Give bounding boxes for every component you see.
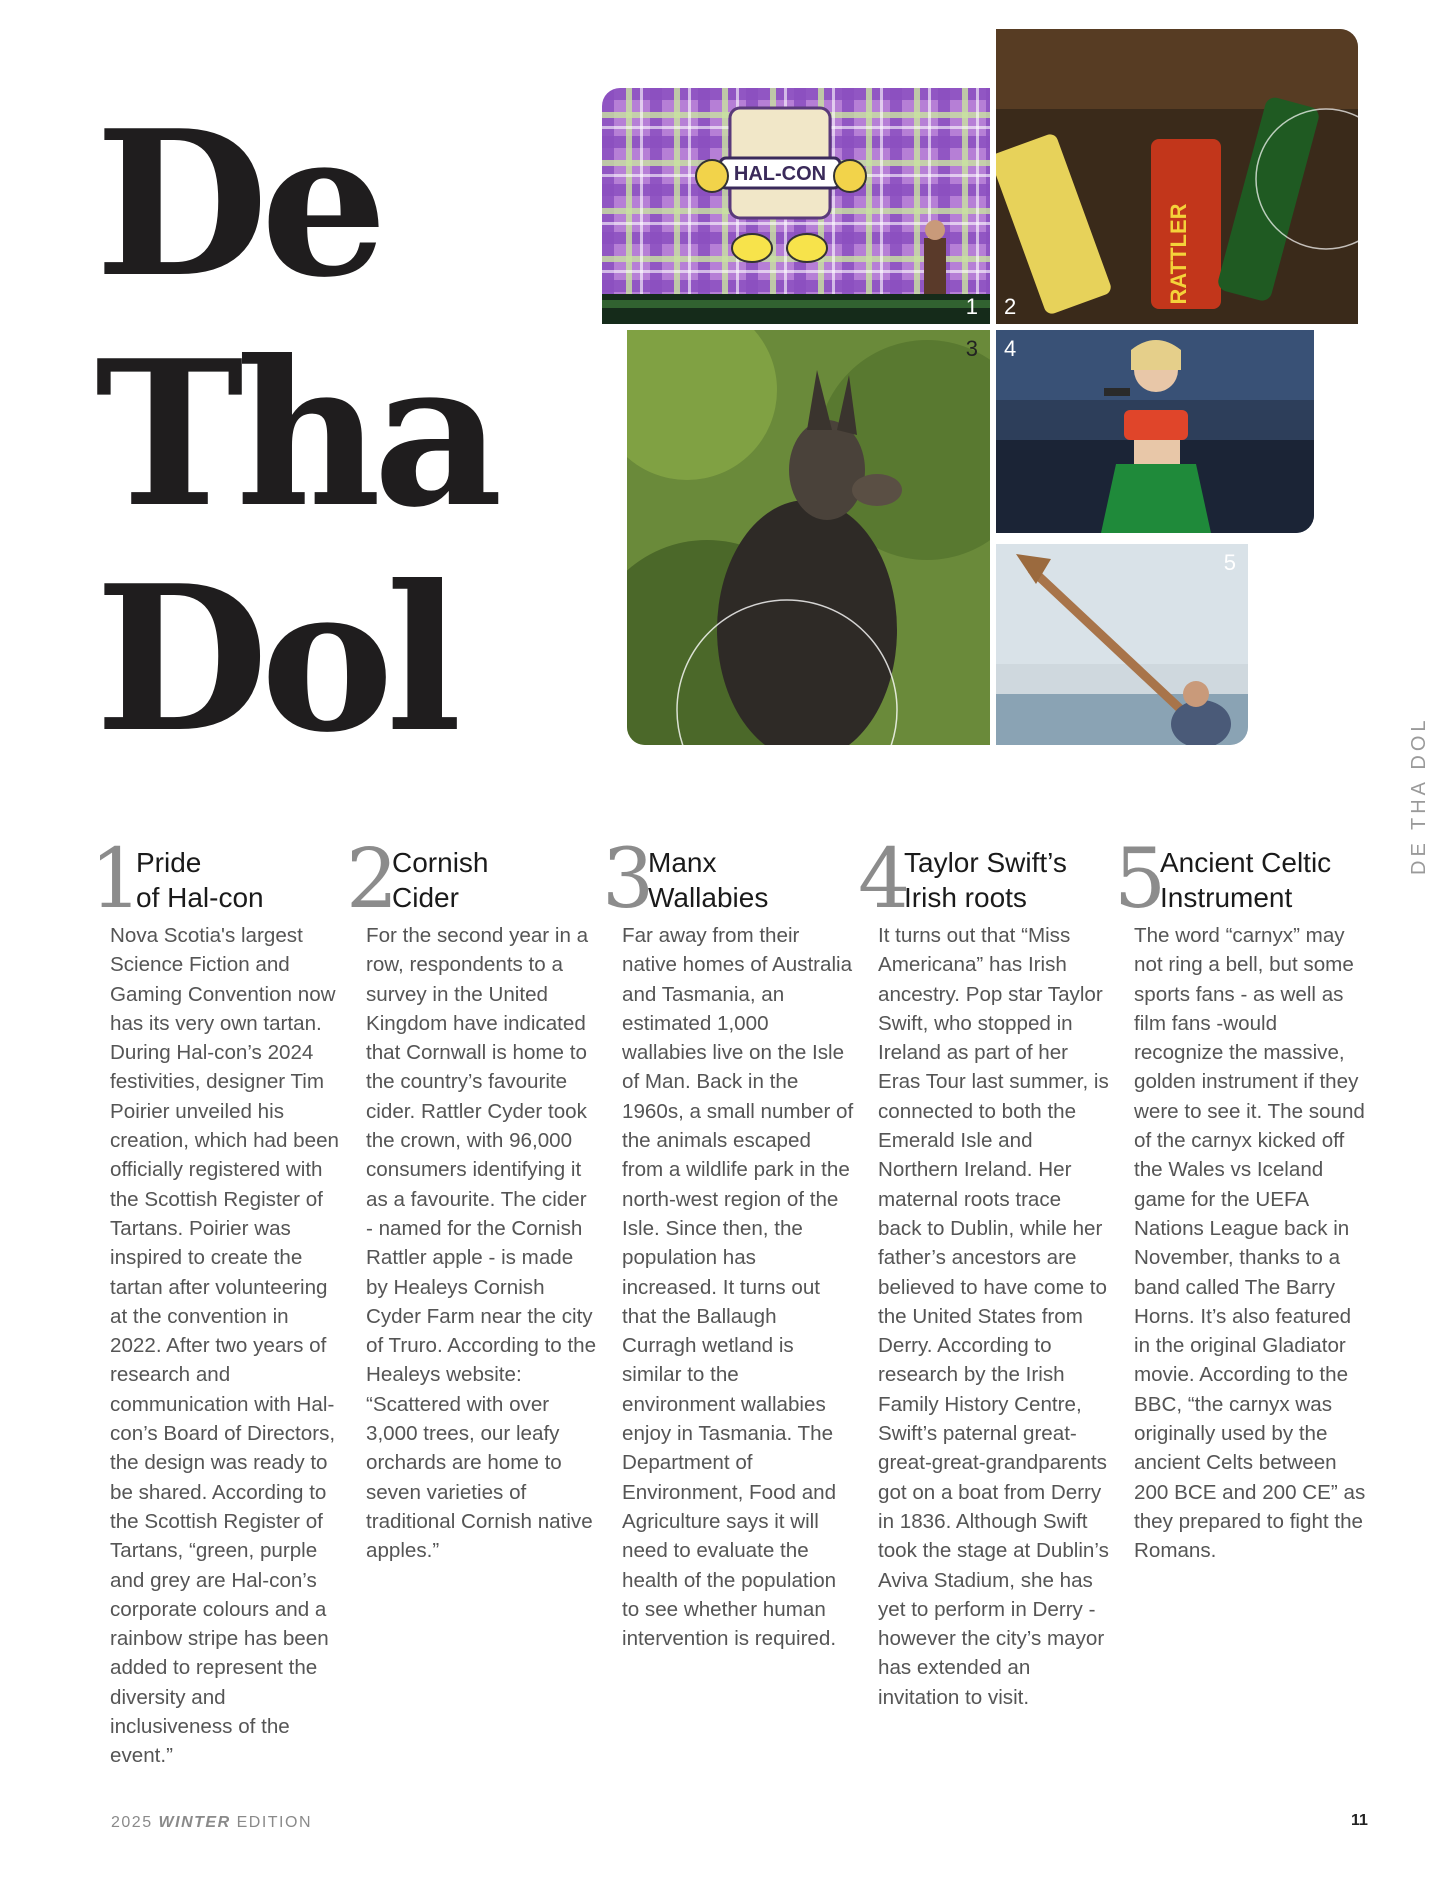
- side-label: DE THA DOL: [1408, 716, 1430, 875]
- article-body-text: Far away from their native homes of Australia and Tasmania, an estimated 1,000 wallabies live on the Isle of Man. Back in the 1960s, a small number of the animals escaped from a wildlife park in the north-west region of the Isle. Since then, the population has increased. It turns out that the Ballaugh Curragh wetland is similar to the environment wallabies enjoy in Tasmania. The Department of Environment, Food and Agriculture says it will need to evaluate the health of the population to see whether human intervention is required.: [622, 924, 854, 1651]
- taylor-swift-concert-photo: [996, 330, 1314, 533]
- article-body: [622, 921, 854, 1653]
- photo-number-3: 3: [965, 336, 978, 361]
- article-5: [1114, 832, 1366, 1566]
- article-heading-line-1: Manx: [648, 847, 717, 878]
- page-number: 11: [1351, 1812, 1368, 1829]
- footer-edition-label: EDITION: [236, 1814, 312, 1831]
- photo-number-2: 2: [1004, 294, 1017, 319]
- article-heading-line-2: Cider: [392, 882, 459, 913]
- article-body-text: For the second year in a row, respondents to a survey in the United Kingdom have indicated that Cornwall is home to the country’s favourite cider. Rattler Cyder took the crown, with 96,000 consumers identifying it as a favourite. The cider - named for the Cornish Rattler apple - is made by Healeys Cornish Cyder Farm near the city of Truro. According to the Healeys website: “Scattered with over 3,000 trees, our leafy orchards are home to seven varieties of traditional Cornish native apples.”: [366, 924, 597, 1563]
- article-body-text: It turns out that “Miss Americana” has Irish ancestry. Pop star Taylor Swift, who stopped in Ireland as part of her Eras Tour last summer, is connected to both the Emerald Isle and Northern Ireland. Her maternal roots trace back to Dublin, while her father’s ancestors are believed to have come to the United States from Derry. According to research by the Irish Family History Centre, Swift’s paternal great-great-great-grandparents got on a boat from Derry in 1836. Although Swift took the stage at Dublin’s Aviva Stadium, she has yet to perform in Derry - however the city’s mayor has extended an invitation to visit.: [878, 924, 1109, 1709]
- article-heading: [392, 845, 632, 915]
- wallaby-photo: [627, 330, 990, 745]
- carnyx-player-photo: [996, 544, 1248, 745]
- title-line-1: De: [95, 87, 380, 322]
- hal-con-sign-text: HAL-CON: [733, 163, 827, 185]
- article-heading-line-1: Taylor Swift’s: [904, 847, 1067, 878]
- article-1: [90, 832, 342, 1771]
- hal-con-tartan-stage-photo: [602, 88, 990, 324]
- title-line-3: Dol: [95, 542, 454, 777]
- article-body-text: The word “carnyx” may not ring a bell, but some sports fans - as well as film fans -would recognize the massive, golden instrument if they were to see it. The sound of the carnyx kicked off the Wales vs Iceland game for the UEFA Nations League back in November, thanks to a band called The Barry Horns. It’s also featured in the original Gladiator movie. According to the BBC, “the carnyx was originally used by the ancient Celts between 200 BCE and 200 CE” as they prepared to fight the Romans.: [1134, 924, 1366, 1563]
- article-2: [346, 832, 598, 1566]
- rattler-bottle-text: RATTLER: [1166, 203, 1191, 305]
- article-heading: [1160, 845, 1400, 915]
- article-heading-line-2: Instrument: [1160, 882, 1293, 913]
- article-heading-line-2: Wallabies: [648, 882, 769, 913]
- article-3: [602, 832, 854, 1653]
- article-number: 1: [90, 832, 143, 927]
- article-number: 5: [1114, 832, 1167, 927]
- article-body: [878, 921, 1110, 1712]
- article-number: 2: [346, 832, 399, 927]
- photo-number-1: 1: [965, 294, 978, 319]
- article-body: [366, 921, 598, 1566]
- article-4: [858, 832, 1110, 1712]
- cider-toast-photo: [996, 29, 1358, 324]
- article-body: [1134, 921, 1366, 1566]
- article-heading: [904, 845, 1144, 915]
- article-body: [110, 921, 342, 1771]
- article-number: 4: [858, 832, 911, 927]
- footer-season: WINTER: [158, 1814, 231, 1831]
- article-number: 3: [602, 832, 655, 927]
- footer-edition: [111, 1814, 312, 1832]
- article-heading: [648, 845, 888, 915]
- article-heading-line-2: of Hal-con: [136, 882, 264, 913]
- article-heading-line-1: Pride: [136, 847, 202, 878]
- article-body-text: Nova Scotia's largest Science Fiction and Gaming Convention now has its very own tartan. During Hal-con’s 2024 festivities, designer Tim Poirier unveiled his creation, which had been officially registered with the Scottish Register of Tartans. Poirier was inspired to create the tartan after volunteering at the convention in 2022. After two years of research and communication with Hal-con’s Board of Directors, the design was ready to be shared. According to the Scottish Register of Tartans, “green, purple and grey are Hal-con’s corporate colours and a rainbow stripe has been added to represent the diversity and inclusiveness of the event.”: [110, 924, 339, 1768]
- article-heading-line-2: Irish roots: [904, 882, 1027, 913]
- photo-number-4: 4: [1004, 336, 1017, 361]
- footer-year: 2025: [111, 1814, 153, 1831]
- article-heading-line-1: Cornish: [392, 847, 489, 878]
- article-heading-line-1: Ancient Celtic: [1160, 847, 1332, 878]
- photo-number-5: 5: [1223, 550, 1236, 575]
- title-line-2: Tha: [95, 317, 495, 552]
- article-heading: [136, 845, 376, 915]
